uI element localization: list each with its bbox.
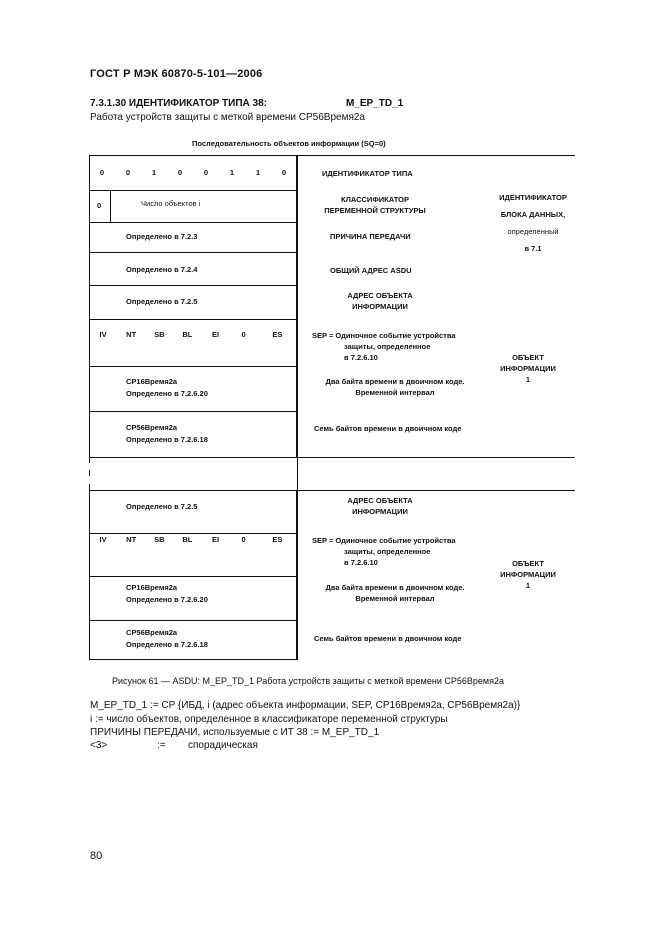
- vsq-label: КЛАССИФИКАТОР ПЕРЕМЕННОЙ СТРУКТУРЫ: [324, 195, 426, 215]
- cot-text: Определено в 7.2.3: [126, 232, 198, 241]
- sep-label: SEP = Одиночное событие устройства защиты, определенное в 7.2.6.10: [312, 536, 456, 567]
- info-object-1-label: ОБЪЕКТ ИНФОРМАЦИИ 1: [500, 353, 556, 384]
- sep-bit: 0: [241, 330, 246, 339]
- sep-bit: EI: [211, 535, 220, 544]
- type-id-bits: [89, 168, 297, 177]
- type-bit: 0: [125, 168, 131, 177]
- ellipsis-tick: [89, 457, 90, 463]
- type-bit: 1: [151, 168, 157, 177]
- vsq-text: Число объектов i: [141, 199, 201, 208]
- cp16-label: Два байта времени в двоичном коде. Временной интервал: [325, 583, 465, 603]
- sep-bit: NT: [126, 535, 137, 544]
- ioa-label: АДРЕС ОБЪЕКТА ИНФОРМАЦИИ: [347, 291, 413, 311]
- sep-bit: SB: [154, 330, 165, 339]
- cp56-label: Семь байтов времени в двоичном коде: [314, 634, 462, 643]
- ellipsis-tick: [89, 470, 90, 476]
- sep-bits: [89, 535, 297, 544]
- cp16-label: Два байта времени в двоичном коде. Временной интервал: [325, 377, 465, 397]
- cp16-text: CP16Время2а Определено в 7.2.6.20: [126, 583, 208, 604]
- ioa-text: Определено в 7.2.5: [126, 502, 198, 511]
- type-bit: 0: [177, 168, 183, 177]
- sep-bit: EI: [211, 330, 220, 339]
- section-subtitle: Работа устройств защиты с меткой времени СР56Время2а: [90, 112, 365, 123]
- sep-bit: IV: [99, 535, 107, 544]
- figure-title: Последовательность объектов информации (SQ=0): [192, 139, 386, 148]
- type-bit: 0: [203, 168, 209, 177]
- sep-bits: [89, 330, 297, 339]
- type-bit: 0: [281, 168, 287, 177]
- sep-bit: ES: [272, 535, 283, 544]
- sep-bit: 0: [241, 535, 246, 544]
- figure-divider: [297, 155, 298, 660]
- document-header: ГОСТ Р МЭК 60870-5-101—2006: [90, 68, 263, 80]
- cp56-text: CP56Время2а Определено в 7.2.6.18: [126, 628, 208, 649]
- sep-label: SEP = Одиночное событие устройства защиты, определенное в 7.2.6.10: [312, 331, 456, 362]
- cause-assign: :=: [157, 740, 166, 751]
- definition-line: i := число объектов, определенное в классификаторе переменной структуры: [90, 714, 448, 725]
- sep-bit: SB: [154, 535, 165, 544]
- cp56-text: CP56Время2а Определено в 7.2.6.18: [126, 423, 208, 444]
- sep-bit: IV: [99, 330, 107, 339]
- cause-code: <3>: [90, 740, 108, 751]
- figure-top-rule: [89, 155, 575, 156]
- right-rule: [297, 490, 575, 491]
- type-bit: 0: [99, 168, 105, 177]
- type-bit: 1: [255, 168, 261, 177]
- ellipsis-row: [89, 457, 297, 491]
- section-code: M_EP_TD_1: [346, 98, 404, 109]
- definition-line: ПРИЧИНЫ ПЕРЕДАЧИ, используемые с ИТ 38 := M_EP_TD_1: [90, 727, 380, 738]
- cot-label: ПРИЧИНА ПЕРЕДАЧИ: [330, 232, 411, 241]
- asdu-address-text: Определено в 7.2.4: [126, 265, 198, 274]
- type-bit: 1: [229, 168, 235, 177]
- sep-cell: [89, 319, 297, 367]
- cause-name: спорадическая: [188, 740, 258, 751]
- asdu-address-label: ОБЩИЙ АДРЕС ASDU: [330, 266, 412, 275]
- sep-bit: BL: [182, 535, 193, 544]
- sep-bit: NT: [126, 330, 137, 339]
- right-rule: [297, 457, 575, 458]
- vsq-bit: 0: [97, 201, 102, 210]
- figure-caption: Рисунок 61 — ASDU: M_EP_TD_1 Работа устройств защиты с меткой времени СР56Время2а: [112, 676, 504, 686]
- page-number: 80: [90, 850, 103, 862]
- sep-bit: ES: [272, 330, 283, 339]
- section-title: 7.3.1.30 ИДЕНТИФИКАТОР ТИПА 38:: [90, 98, 267, 109]
- cp56-label: Семь байтов времени в двоичном коде: [314, 424, 462, 433]
- cp16-text: CP16Время2а Определено в 7.2.6.20: [126, 377, 208, 398]
- data-unit-identifier-label: ИДЕНТИФИКАТОР БЛОКА ДАННЫХ, определенный в 7.1: [499, 193, 567, 253]
- type-id-label: ИДЕНТИФИКАТОР ТИПА: [322, 169, 413, 178]
- vsq-split: [110, 190, 111, 223]
- ioa-label: АДРЕС ОБЪЕКТА ИНФОРМАЦИИ: [347, 496, 413, 516]
- ioa-text: Определено в 7.2.5: [126, 297, 198, 306]
- definition-line: M_EP_TD_1 := CP {ИБД, i (адрес объекта информации, SEP, CP16Время2a, CP56Время2a)}: [90, 700, 521, 711]
- info-object-2-label: ОБЪЕКТ ИНФОРМАЦИИ 1: [500, 559, 556, 590]
- sep-bit: BL: [182, 330, 193, 339]
